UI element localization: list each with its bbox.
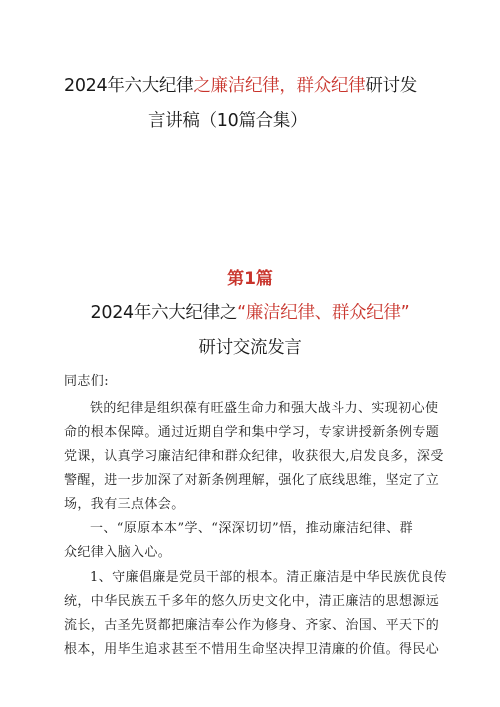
heading-line: 一、“原原本本”学、“深深切切”悟，推动廉洁纪律、群 [90, 521, 413, 536]
heading-line: 众纪律入脑入心。 [64, 545, 172, 560]
paragraph-line: 警醒，进一步加深了对新条例理解，强化了底线思维，坚定了立 [64, 473, 440, 488]
title-part-3: 研讨发 [365, 76, 417, 96]
paragraph-line: 铁的纪律是组织葆有旺盛生命力和强大战斗力、实现初心使 [90, 401, 439, 416]
paragraph-line: 党课，认真学习廉洁纪律和群众纪律，收获很大,启发良多，深受 [64, 449, 444, 464]
part-label: 第1篇 [227, 269, 273, 289]
paragraph-line: 根本，用毕生追求甚至不惜用生命坚决捍卫清廉的价值。得民心 [64, 642, 440, 657]
section-title-part-1: 2024年六大纪律之 [90, 303, 238, 323]
paragraph-line: 命的根本保障。通过近期自学和集中学习，专家讲授新条例专题 [64, 425, 440, 440]
section-title-line-1 [0, 299, 500, 324]
paragraph-line: 流长，古圣先贤都把廉洁奉公作为修身、齐家、治国、平天下的 [64, 618, 440, 633]
paragraph-line: 统，中华民族五千多年的悠久历史文化中，清正廉洁的思想源远 [64, 594, 440, 609]
salutation: 同志们: [64, 374, 109, 389]
section-title-highlight: “廉洁纪律、群众纪律” [237, 303, 410, 323]
section-title-line-2: 研讨交流发言 [198, 338, 302, 358]
paragraph-line: 场，我有三点体会。 [64, 497, 185, 512]
paragraph-line: 1、守廉倡廉是党员干部的根本。清正廉洁是中华民族优良传 [90, 570, 448, 585]
title-part-1: 2024年六大纪律 [64, 76, 194, 96]
title-highlight: 之廉洁纪律，群众纪律 [193, 76, 366, 96]
document-title-line-2: 言讲稿（10篇合集） [148, 111, 308, 131]
document-title-line-1 [64, 72, 500, 97]
